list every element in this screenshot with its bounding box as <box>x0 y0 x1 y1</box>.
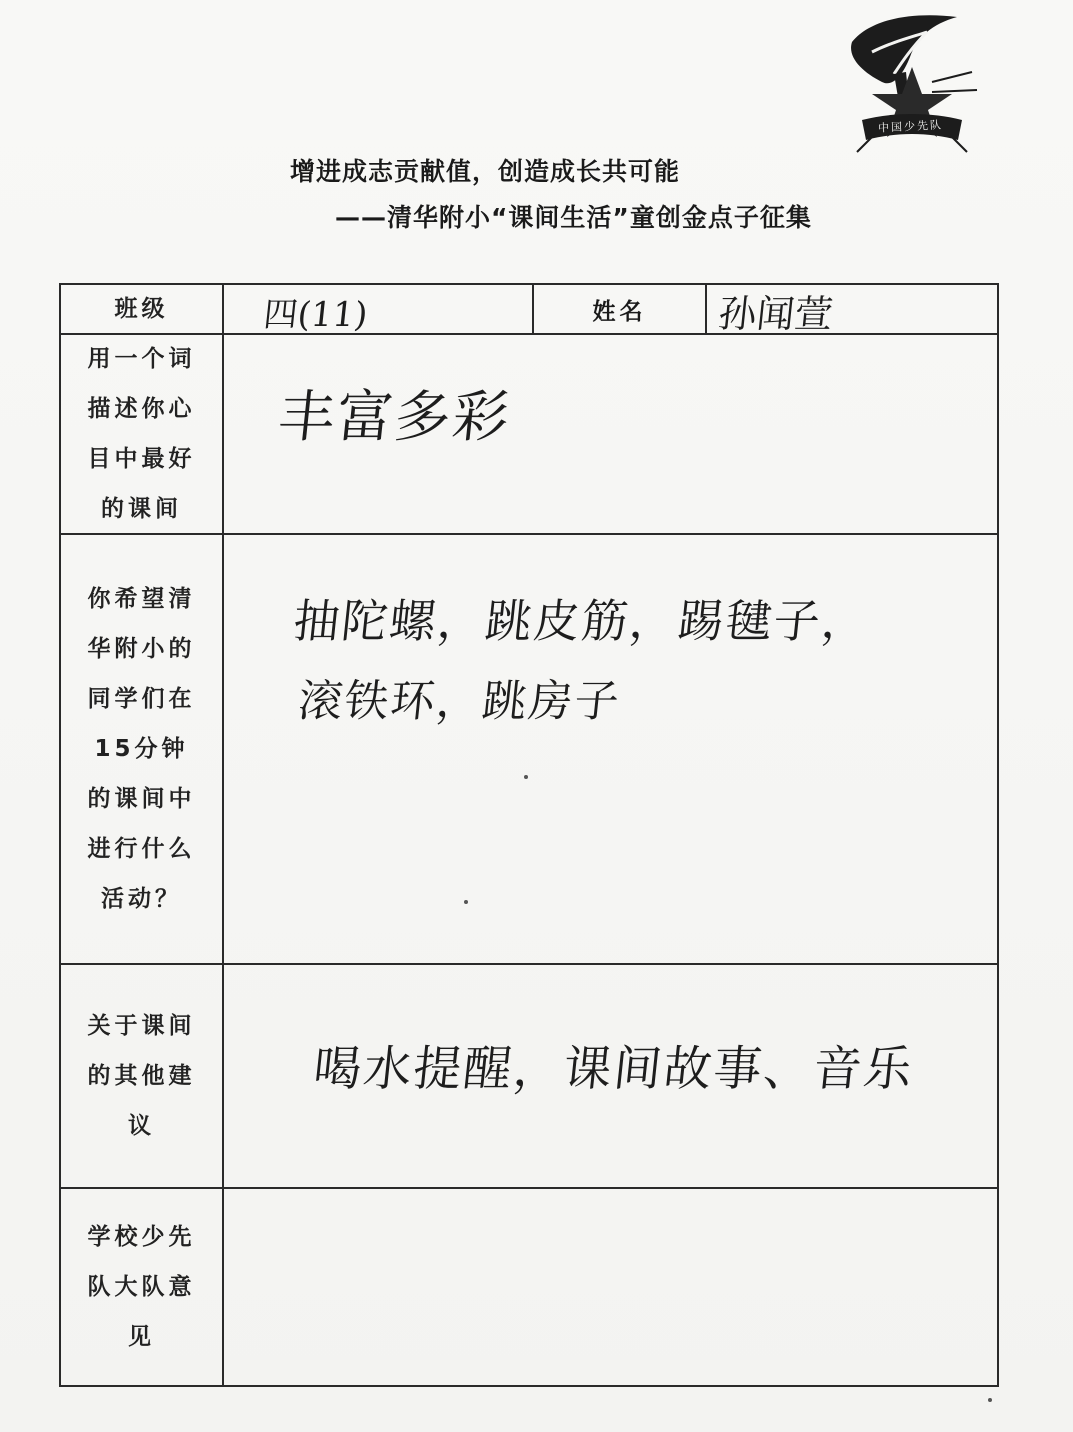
q3-label-cell <box>61 965 224 1187</box>
q3-answer: 喝水提醒，课间故事、音乐 <box>310 1041 917 1097</box>
class-value: 四(11) <box>261 295 370 335</box>
stray-dot <box>464 900 468 904</box>
q2-answer-line-2: 滚铁环，跳房子 <box>295 676 624 727</box>
q3-row <box>61 965 997 1189</box>
name-value[interactable]: 孙闻萱 <box>716 292 835 336</box>
q2-label: 你希望清华附小的同学们在15分钟的课间中进行什么活动？ <box>87 586 196 912</box>
q3-label: 关于课间的其他建议 <box>87 1013 196 1139</box>
application-form-table <box>59 283 999 1387</box>
q4-label-cell <box>61 1189 224 1385</box>
class-name-row <box>61 285 997 335</box>
page-title: 增进成志贡献值，创造成长共可能 <box>290 157 681 186</box>
class-label-cell <box>61 285 224 333</box>
q2-answer-line-1: 抽陀螺，跳皮筋，踢毽子， <box>290 594 873 648</box>
q4-row <box>61 1189 997 1385</box>
stray-dot <box>524 775 528 779</box>
q4-answer-cell[interactable] <box>224 1189 997 1385</box>
class-value-cell[interactable] <box>224 285 997 336</box>
page-subtitle: ——清华附小“课间生活”童创金点子征集 <box>335 203 812 232</box>
q3-answer-cell[interactable] <box>224 965 997 1187</box>
q1-row <box>61 335 997 535</box>
q1-answer: 丰富多彩 <box>275 385 514 450</box>
q4-label: 学校少先队大队意见 <box>87 1224 196 1350</box>
name-label-cell <box>532 285 707 333</box>
emblem-ribbon-text: 中国少先队 <box>877 118 944 135</box>
name-label: 姓名 <box>592 298 647 325</box>
q2-answer-cell[interactable] <box>224 535 997 963</box>
stray-dot <box>988 1398 992 1402</box>
q1-answer-cell[interactable] <box>224 335 997 533</box>
q2-label-cell <box>61 535 224 963</box>
q2-row <box>61 535 997 965</box>
class-label: 班级 <box>114 296 169 322</box>
young-pioneers-emblem-icon <box>832 12 982 162</box>
q1-label: 用一个词描述你心目中最好的课间 <box>87 346 196 522</box>
q1-label-cell <box>61 335 224 533</box>
